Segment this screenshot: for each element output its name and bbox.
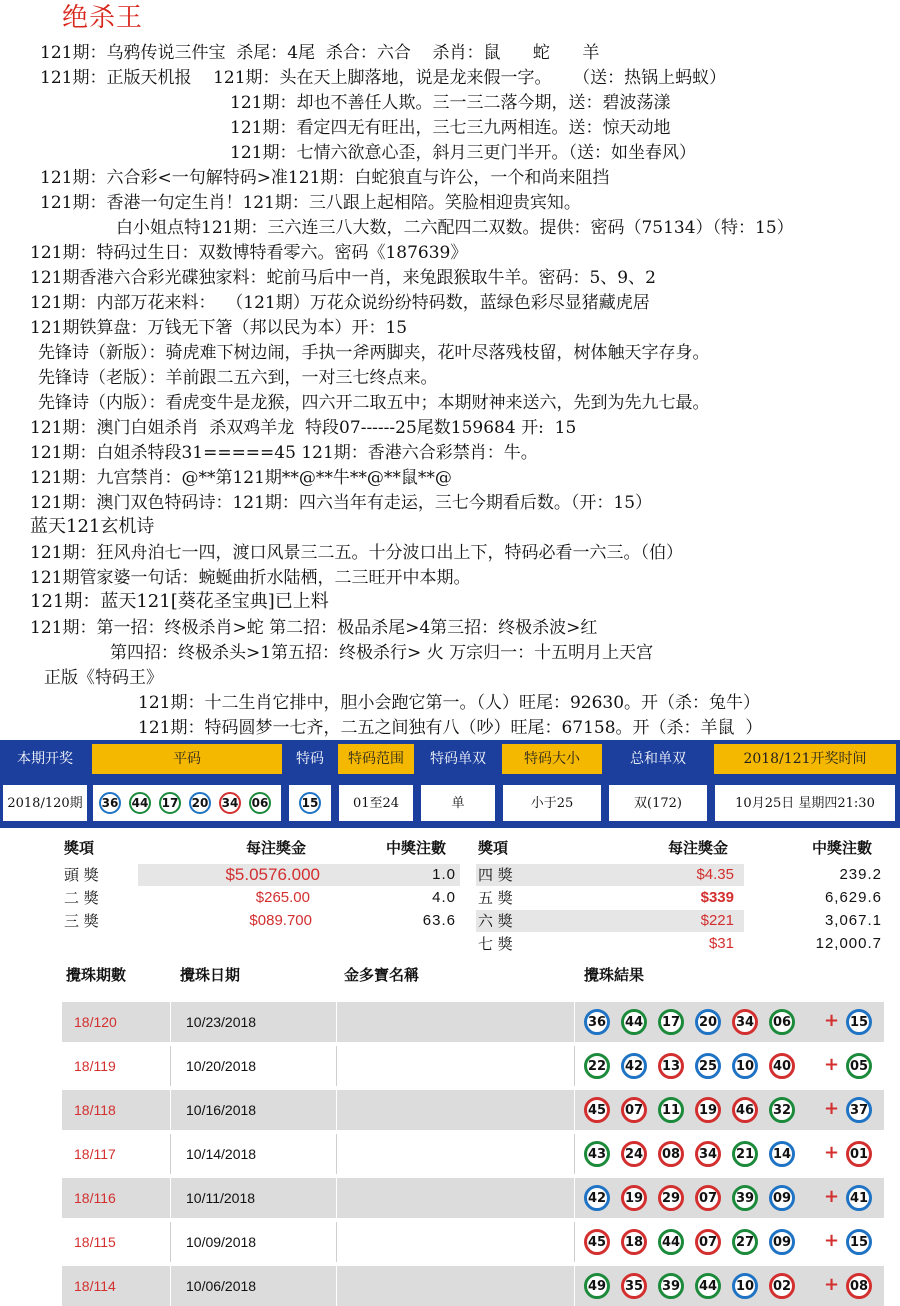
column-divider (574, 1046, 575, 1086)
prize-name: 三 獎 (64, 912, 99, 930)
prize-name: 頭 獎 (64, 866, 99, 884)
column-divider (336, 1134, 337, 1174)
lottery-ball: 37 (846, 1097, 872, 1123)
text-line: 121期：第一招：终极杀肖>蛇 第二招：极品杀尾>4第三招：终极杀波>红 (30, 618, 598, 638)
next-draw-time: 10月25日 星期四21:30 (714, 784, 896, 822)
lottery-ball: 08 (658, 1141, 684, 1167)
lottery-ball: 34 (695, 1141, 721, 1167)
history-period: 18/116 (74, 1190, 116, 1206)
lottery-ball: 06 (769, 1009, 795, 1035)
draw-result-panel (0, 740, 900, 828)
draw-header: 本期开奖 (4, 744, 86, 774)
history-header: 攪珠期數 (66, 966, 127, 984)
prize-table (0, 832, 900, 960)
prize-header: 中獎注數 (812, 839, 873, 857)
history-header: 金多寶名稱 (344, 966, 420, 984)
history-date: 10/11/2018 (186, 1190, 256, 1206)
draw-header: 总和单双 (608, 744, 708, 774)
history-row (62, 1222, 884, 1262)
special-range: 01至24 (338, 784, 414, 822)
lottery-ball: 39 (732, 1185, 758, 1211)
plus-sign: + (824, 1142, 840, 1163)
prize-name: 五 獎 (478, 889, 513, 907)
draw-header: 2018/121开奖时间 (714, 744, 896, 774)
draw-period: 2018/120期 (2, 784, 88, 822)
column-divider (170, 1178, 171, 1218)
plus-sign: + (824, 1186, 840, 1207)
history-date: 10/06/2018 (186, 1278, 257, 1294)
lottery-ball: 21 (732, 1141, 758, 1167)
history-row (62, 1046, 884, 1086)
prize-amount: $4.35 (696, 866, 734, 883)
history-date: 10/23/2018 (186, 1014, 257, 1030)
history-period: 18/120 (74, 1014, 117, 1030)
prize-amount: $339 (700, 889, 734, 906)
lottery-ball: 17 (159, 792, 181, 814)
lottery-ball: 25 (695, 1053, 721, 1079)
text-line: 121期：看定四无有旺出，三七三九两相连。送：惊天动地 (230, 118, 671, 138)
lottery-ball: 24 (621, 1141, 647, 1167)
column-divider (170, 1090, 171, 1130)
prize-header: 獎項 (64, 839, 95, 857)
lottery-ball: 05 (846, 1053, 872, 1079)
history-date: 10/14/2018 (186, 1146, 257, 1162)
lottery-ball: 34 (219, 792, 241, 814)
lottery-ball: 17 (658, 1009, 684, 1035)
text-line: 先锋诗（内版）：看虎变牛是龙猴，四六开二取五中；本期财神来送六，先到为先九七最。 (38, 393, 710, 413)
lottery-ball: 45 (584, 1097, 610, 1123)
history-header: 攪珠日期 (180, 966, 241, 984)
lottery-ball: 01 (846, 1141, 872, 1167)
lottery-ball: 07 (695, 1229, 721, 1255)
history-date: 10/16/2018 (186, 1102, 257, 1118)
prize-name: 二 獎 (64, 889, 99, 907)
history-date: 10/20/2018 (186, 1058, 257, 1074)
lottery-ball: 44 (621, 1009, 647, 1035)
lottery-ball: 29 (658, 1185, 684, 1211)
text-line: 121期：六合彩<一句解特码>准121期：白蛇狼直与许公，一个和尚来阻挡 (40, 168, 610, 188)
lottery-ball: 15 (846, 1009, 872, 1035)
column-divider (574, 1090, 575, 1130)
column-divider (170, 1046, 171, 1086)
lottery-ball: 10 (732, 1273, 758, 1299)
text-line: 正版《特码王》 (44, 668, 163, 688)
text-line: 蓝天121玄机诗 (30, 516, 155, 537)
prize-header: 中獎注數 (386, 839, 447, 857)
column-divider (336, 1046, 337, 1086)
sum-odd-even: 双(172) (608, 784, 708, 822)
draw-history-table (0, 960, 900, 1295)
column-divider (574, 1222, 575, 1262)
plus-sign: + (824, 1054, 840, 1075)
page-title: 绝杀王 (62, 3, 144, 33)
text-line: 121期：白姐杀特段31=====45 121期：香港六合彩禁肖：牛。 (30, 443, 538, 463)
lottery-ball: 09 (769, 1229, 795, 1255)
lottery-ball: 41 (846, 1185, 872, 1211)
text-line: 121期铁算盘：万钱无下箸（邦以民为本）开：15 (30, 318, 408, 338)
history-row (62, 1090, 884, 1130)
plus-sign: + (824, 1098, 840, 1119)
lottery-ball: 22 (584, 1053, 610, 1079)
column-divider (574, 1178, 575, 1218)
special-ball-cell (288, 784, 332, 822)
lottery-ball: 36 (99, 792, 121, 814)
normal-balls (92, 784, 282, 822)
text-line: 121期：九宫禁肖：@**第121期**@**牛**@**鼠**@ (30, 468, 452, 488)
history-row (62, 1134, 884, 1174)
history-period: 18/115 (74, 1234, 116, 1250)
lottery-ball: 14 (769, 1141, 795, 1167)
draw-header: 特码范围 (338, 744, 414, 774)
column-divider (170, 1002, 171, 1042)
lottery-ball: 44 (658, 1229, 684, 1255)
text-line: 121期：十二生肖它排中，胆小会跑它第一。（人）旺尾：92630。开（杀：兔牛） (138, 693, 761, 713)
lottery-ball: 43 (584, 1141, 610, 1167)
lottery-ball: 46 (732, 1097, 758, 1123)
lottery-ball: 42 (584, 1185, 610, 1211)
lottery-ball: 15 (299, 792, 321, 814)
prize-count: 1.0 (432, 866, 456, 883)
prize-count: 3,067.1 (824, 912, 882, 929)
lottery-ball: 36 (584, 1009, 610, 1035)
column-divider (170, 1222, 171, 1262)
text-line: 121期：特码圆梦一七齐，二五之间独有八（吵）旺尾：67158。开（杀：羊鼠 ） (138, 718, 763, 738)
history-period: 18/114 (74, 1278, 116, 1294)
text-line: 121期：澳门白姐杀肖 杀双鸡羊龙 特段07------25尾数159684 开: 15 (30, 418, 577, 438)
draw-header: 特码 (288, 744, 332, 774)
text-line: 121期：狂风舟泊七一四，渡口风景三二五。十分波口出上下，特码必看一六三。（伯） (30, 543, 683, 563)
prize-amount: $089.700 (249, 912, 312, 929)
special-size: 小于25 (502, 784, 602, 822)
text-line: 第四招：终极杀头>1第五招：终极杀行> 火 万宗归一：十五明月上天宫 (110, 643, 654, 663)
lottery-ball: 42 (621, 1053, 647, 1079)
prize-name: 四 獎 (478, 866, 513, 884)
lottery-ball: 19 (621, 1185, 647, 1211)
text-line: 先锋诗（新版）：骑虎难下树边闹，手执一斧两脚夹，花叶尽落残枝留，树体触天字存身。 (38, 343, 710, 363)
prize-amount: $5.0576.000 (225, 865, 320, 884)
history-period: 18/119 (74, 1058, 116, 1074)
prize-count: 12,000.7 (815, 935, 882, 952)
draw-header: 特码大小 (502, 744, 602, 774)
lottery-ball: 44 (129, 792, 151, 814)
text-line: 121期：却也不善任人欺。三一三二落今期，送：碧波荡漾 (230, 93, 671, 113)
prize-amount: $265.00 (255, 889, 310, 906)
text-line: 121期：澳门双色特码诗：121期：四六当年有走运，三七今期看后数。（开：15） (30, 493, 653, 513)
lottery-ball: 27 (732, 1229, 758, 1255)
prize-header: 每注獎金 (246, 839, 307, 857)
column-divider (574, 1134, 575, 1174)
column-divider (574, 1002, 575, 1042)
lottery-ball: 32 (769, 1097, 795, 1123)
prize-name: 七 獎 (478, 935, 513, 953)
prize-count: 239.2 (839, 866, 882, 883)
column-divider (574, 1266, 575, 1306)
text-line: 121期管家婆一句话：蜿蜒曲折水陆栖，二三旺开中本期。 (30, 568, 471, 588)
lottery-ball: 18 (621, 1229, 647, 1255)
lottery-ball: 44 (695, 1273, 721, 1299)
text-line: 121期：蓝天121[葵花圣宝典]已上料 (30, 591, 329, 612)
text-line: 121期：内部万花来料： （121期）万花众说纷纷特码数，蓝绿色彩尽显猪藏虎居 (30, 293, 650, 313)
draw-header: 平码 (92, 744, 282, 774)
text-line: 121期：七情六欲意心歪，斜月三更门半开。（送：如坐春风） (230, 143, 696, 163)
lottery-ball: 45 (584, 1229, 610, 1255)
text-line: 121期：乌鸦传说三件宝 杀尾：4尾 杀合：六合 杀肖：鼠 蛇 羊 (40, 43, 600, 63)
lottery-ball: 34 (732, 1009, 758, 1035)
history-header: 攪珠結果 (584, 966, 645, 984)
column-divider (336, 1222, 337, 1262)
lottery-ball: 08 (846, 1273, 872, 1299)
column-divider (336, 1090, 337, 1130)
lottery-ball: 20 (189, 792, 211, 814)
lottery-ball: 09 (769, 1185, 795, 1211)
text-line: 先锋诗（老版）：羊前跟二五六到，一对三七终点来。 (38, 368, 438, 388)
special-odd-even: 单 (420, 784, 496, 822)
lottery-ball: 10 (732, 1053, 758, 1079)
prize-header: 每注獎金 (668, 839, 729, 857)
history-period: 18/117 (74, 1146, 116, 1162)
text-line: 121期香港六合彩光碟独家料：蛇前马后中一肖，来兔跟猴取牛羊。密码：5、9、2 (30, 268, 656, 288)
lottery-ball: 07 (695, 1185, 721, 1211)
prize-count: 63.6 (422, 912, 456, 929)
history-row (62, 1002, 884, 1042)
lottery-ball: 39 (658, 1273, 684, 1299)
prize-amount: $221 (700, 912, 734, 929)
column-divider (170, 1134, 171, 1174)
draw-header: 特码单双 (420, 744, 496, 774)
prize-count: 6,629.6 (824, 889, 882, 906)
lottery-ball: 13 (658, 1053, 684, 1079)
text-line: 121期：特码过生日：双数博特看零六。密码《187639》 (30, 243, 468, 263)
lottery-ball: 07 (621, 1097, 647, 1123)
text-line: 121期：正版天机报 121期：头在天上脚落地，说是龙来假一字。 （送：热锅上蚂蚁） (40, 68, 727, 88)
text-line: 白小姐点特121期：三六连三八大数，二六配四二双数。提供：密码（75134）（特：15） (116, 218, 794, 238)
lottery-ball: 06 (249, 792, 271, 814)
history-row (62, 1178, 884, 1218)
prize-header: 獎項 (478, 839, 509, 857)
history-date: 10/09/2018 (186, 1234, 257, 1250)
prize-count: 4.0 (432, 889, 456, 906)
history-period: 18/118 (74, 1102, 116, 1118)
column-divider (336, 1266, 337, 1306)
prize-amount: $31 (708, 935, 734, 952)
column-divider (336, 1002, 337, 1042)
history-row (62, 1266, 884, 1306)
prize-name: 六 獎 (478, 912, 513, 930)
lottery-ball: 15 (846, 1229, 872, 1255)
plus-sign: + (824, 1274, 840, 1295)
lottery-ball: 20 (695, 1009, 721, 1035)
lottery-ball: 19 (695, 1097, 721, 1123)
column-divider (170, 1266, 171, 1306)
lottery-ball: 11 (658, 1097, 684, 1123)
lottery-ball: 49 (584, 1273, 610, 1299)
plus-sign: + (824, 1010, 840, 1031)
lottery-ball: 40 (769, 1053, 795, 1079)
text-line: 121期：香港一句定生肖！121期：三八跟上起相陪。笑脸相迎贵宾知。 (40, 193, 581, 213)
column-divider (336, 1178, 337, 1218)
plus-sign: + (824, 1230, 840, 1251)
lottery-ball: 35 (621, 1273, 647, 1299)
lottery-ball: 02 (769, 1273, 795, 1299)
